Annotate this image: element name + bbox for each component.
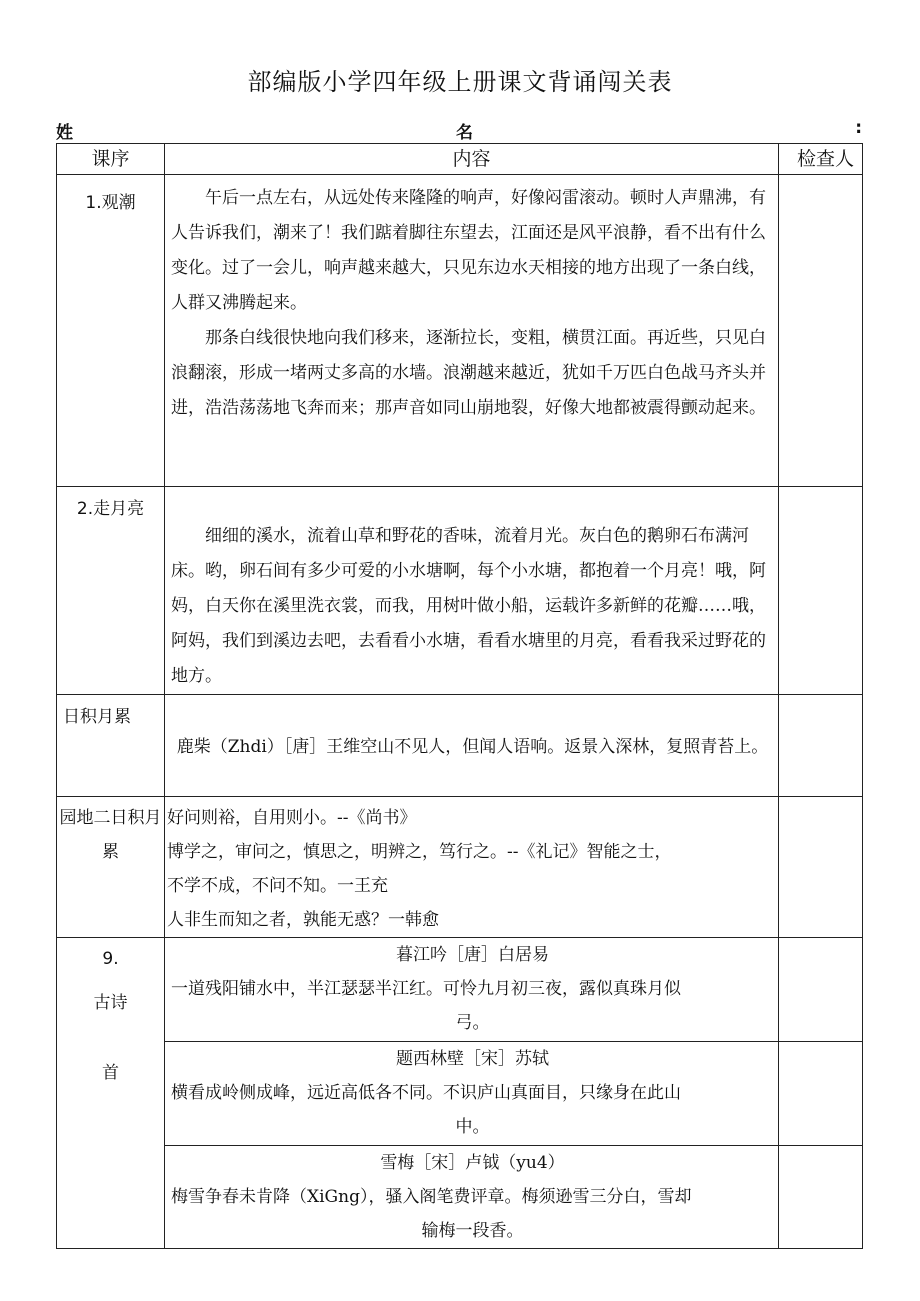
poem-cell	[165, 1042, 779, 1146]
lesson-cell: 园地二日积月累	[57, 797, 165, 938]
lesson-cell: 1.观潮	[57, 175, 165, 487]
checker-cell[interactable]	[779, 797, 863, 938]
content-cell	[165, 487, 779, 695]
table-row	[57, 797, 863, 938]
content-cell	[165, 175, 779, 487]
table-row	[57, 175, 863, 487]
checker-cell[interactable]	[779, 1146, 863, 1249]
quote-line: 博学之，审问之，慎思之，明辨之，笃行之。--《礼记》智能之士，	[167, 842, 672, 862]
quote-line: 人非生而知之者，孰能无惑？一韩愈	[167, 910, 439, 930]
poem-cell	[165, 938, 779, 1042]
lesson-number: 9.	[102, 949, 119, 969]
name-label-surname: 姓	[56, 123, 73, 143]
poem-text-tail: 中。	[455, 1117, 490, 1137]
checker-cell[interactable]	[779, 175, 863, 487]
poem-text: 梅雪争春未肯降（XiGng），骚入阁笔费评章。梅须逊雪三分白，雪却	[171, 1187, 692, 1207]
lesson-label-tail: 首	[102, 1063, 119, 1083]
paragraph: 午后一点左右，从远处传来隆隆的响声，好像闷雷滚动。顿时人声鼎沸，有人告诉我们，潮来了！我们踮着脚往东望去，江面还是风平浪静，看不出有什么变化。过了一会儿，响声越来越大，只见东边水天相接的地方出现了一条白线，人群又沸腾起来。	[171, 188, 766, 313]
paragraph: 鹿柴（Zhdi）［唐］王维空山不见人，但闻人语响。返景入深林，复照青苔上。	[176, 737, 769, 757]
poem-text-tail: 弓。	[455, 1013, 490, 1033]
quote-line: 不学不成，不问不知。一王充	[167, 876, 388, 896]
table-row	[57, 695, 863, 797]
header-row	[57, 144, 863, 175]
quote-line: 好问则裕，自用则小。--《尚书》	[167, 808, 417, 828]
paragraph: 那条白线很快地向我们移来，逐渐拉长，变粗，横贯江面。再近些，只见白浪翻滚，形成一堵两丈多高的水墙。浪潮越来越近，犹如千万匹白色战马齐头并进，浩浩荡荡地飞奔而来；那声音如同山崩地裂，好像大地都被震得颤动起来。	[171, 328, 766, 418]
recitation-table	[56, 143, 863, 1249]
poem-title: 暮江吟［唐］白居易	[396, 945, 549, 965]
table-row	[57, 938, 863, 1042]
name-label-colon: :	[855, 118, 862, 138]
poem-title: 题西林壁［宋］苏轼	[396, 1049, 549, 1069]
header-checker: 检查人	[779, 144, 863, 175]
name-line	[56, 118, 862, 142]
content-cell	[165, 797, 779, 938]
checker-cell[interactable]	[779, 695, 863, 797]
lesson-cell: 2.走月亮	[57, 487, 165, 695]
table-row	[57, 1146, 863, 1249]
name-label-given: 名	[456, 123, 473, 143]
poem-title: 雪梅［宋］卢钺（yu4）	[380, 1153, 565, 1173]
table-row	[57, 1042, 863, 1146]
poem-cell	[165, 1146, 779, 1249]
lesson-label: 古诗	[93, 993, 128, 1013]
header-lesson: 课序	[57, 144, 165, 175]
paragraph: 细细的溪水，流着山草和野花的香味，流着月光。灰白色的鹅卵石布满河床。哟，卵石间有多少可爱的小水塘啊，每个小水塘，都抱着一个月亮！哦，阿妈，白天你在溪里洗衣裳，而我，用树叶做小船，运载许多新鲜的花瓣……哦，阿妈，我们到溪边去吧，去看看小水塘，看看水塘里的月亮，看看我采过野花的地方。	[171, 526, 766, 686]
lesson-cell	[57, 938, 165, 1249]
checker-cell[interactable]	[779, 487, 863, 695]
header-content: 内容	[165, 144, 779, 175]
page-title: 部编版小学四年级上册课文背诵闯关表	[247, 68, 673, 96]
checker-cell[interactable]	[779, 1042, 863, 1146]
checker-cell[interactable]	[779, 938, 863, 1042]
content-cell	[165, 695, 779, 797]
poem-text: 一道残阳铺水中，半江瑟瑟半江红。可怜九月初三夜，露似真珠月似	[171, 979, 681, 999]
lesson-cell: 日积月累	[57, 695, 165, 797]
poem-text: 横看成岭侧成峰，远近高低各不同。不识庐山真面目，只缘身在此山	[171, 1083, 681, 1103]
table-row	[57, 487, 863, 695]
poem-text-tail: 输梅一段香。	[421, 1221, 524, 1241]
